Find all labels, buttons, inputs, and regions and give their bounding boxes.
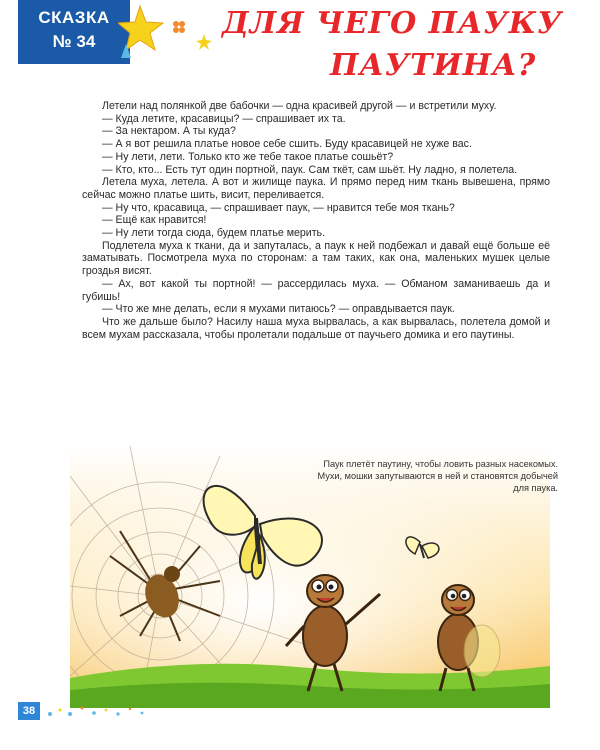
paragraph: — А я вот решила платье новое себе сшить. Буду красавицей не хуже вас. [102, 138, 472, 151]
paragraph: — За нектаром. А ты куда? [102, 125, 236, 138]
paragraph: — Кто, кто... Есть тут один портной, паук. Сам ткёт, сам шьёт. Ну ладно, я полетела. [102, 163, 518, 176]
star-decoration-icon [118, 4, 218, 60]
illustration-caption: Паук плетёт паутину, чтобы ловить разных насекомых. Мухи, мошки запутываются в ней и становятся добычей для паука. [317, 459, 558, 493]
paragraph: Летела муха, летела. А вот и жилище паука. И прямо перед ним ткань вывешена, прямо сейчас можно платье шить, висит, переливается. [82, 176, 550, 201]
paragraph: — Ах, вот какой ты портной! — рассердилась муха. — Обманом заманиваешь да и губишь! [82, 277, 550, 303]
paragraph: Что же дальше было? Насилу наша муха вырвалась, а как вырвалась, полетела домой и всем мухам рассказала, чтобы пролетали подальше от паучьего домика и его паутины. [82, 315, 550, 341]
badge-label: СКАЗКА [38, 8, 110, 27]
sparkle-decoration-icon [44, 702, 164, 720]
paragraph: — Ну лети, лети. Только кто же тебе такое платье сошьёт? [102, 150, 394, 163]
page-title: ДЛЯ ЧЕГО ПАУКУ [222, 6, 563, 41]
paragraph: — Ещё как нравится! [102, 214, 207, 227]
story-text [82, 100, 550, 341]
tale-badge [18, 0, 130, 64]
page-number: 38 [18, 702, 40, 720]
paragraph: Подлетела муха к ткани, да и запуталась, а паук к ней подбежал и давай ещё больше её заматывать. Посмотрела муха по сторонам: а там таких, как она, маленьких мушек целые гроздья висят. [82, 239, 550, 278]
paragraph: — Куда летите, красавицы? — спрашивает их та. [102, 112, 346, 125]
badge-number: № 34 [52, 32, 96, 51]
paragraph: — Что же мне делать, если я мухами питаюсь? — оправдывается паук. [102, 303, 455, 316]
page-title-line2: ПАУТИНА? [330, 48, 537, 83]
paragraph: Летели над полянкой две бабочки — одна красивей другой — и встретили муху. [102, 100, 497, 112]
paragraph: — Ну лети тогда сюда, будем платье мерить. [102, 227, 326, 240]
paragraph: — Ну что, красавица, — спрашивает паук, — нравится тебе моя ткань? [102, 201, 455, 214]
